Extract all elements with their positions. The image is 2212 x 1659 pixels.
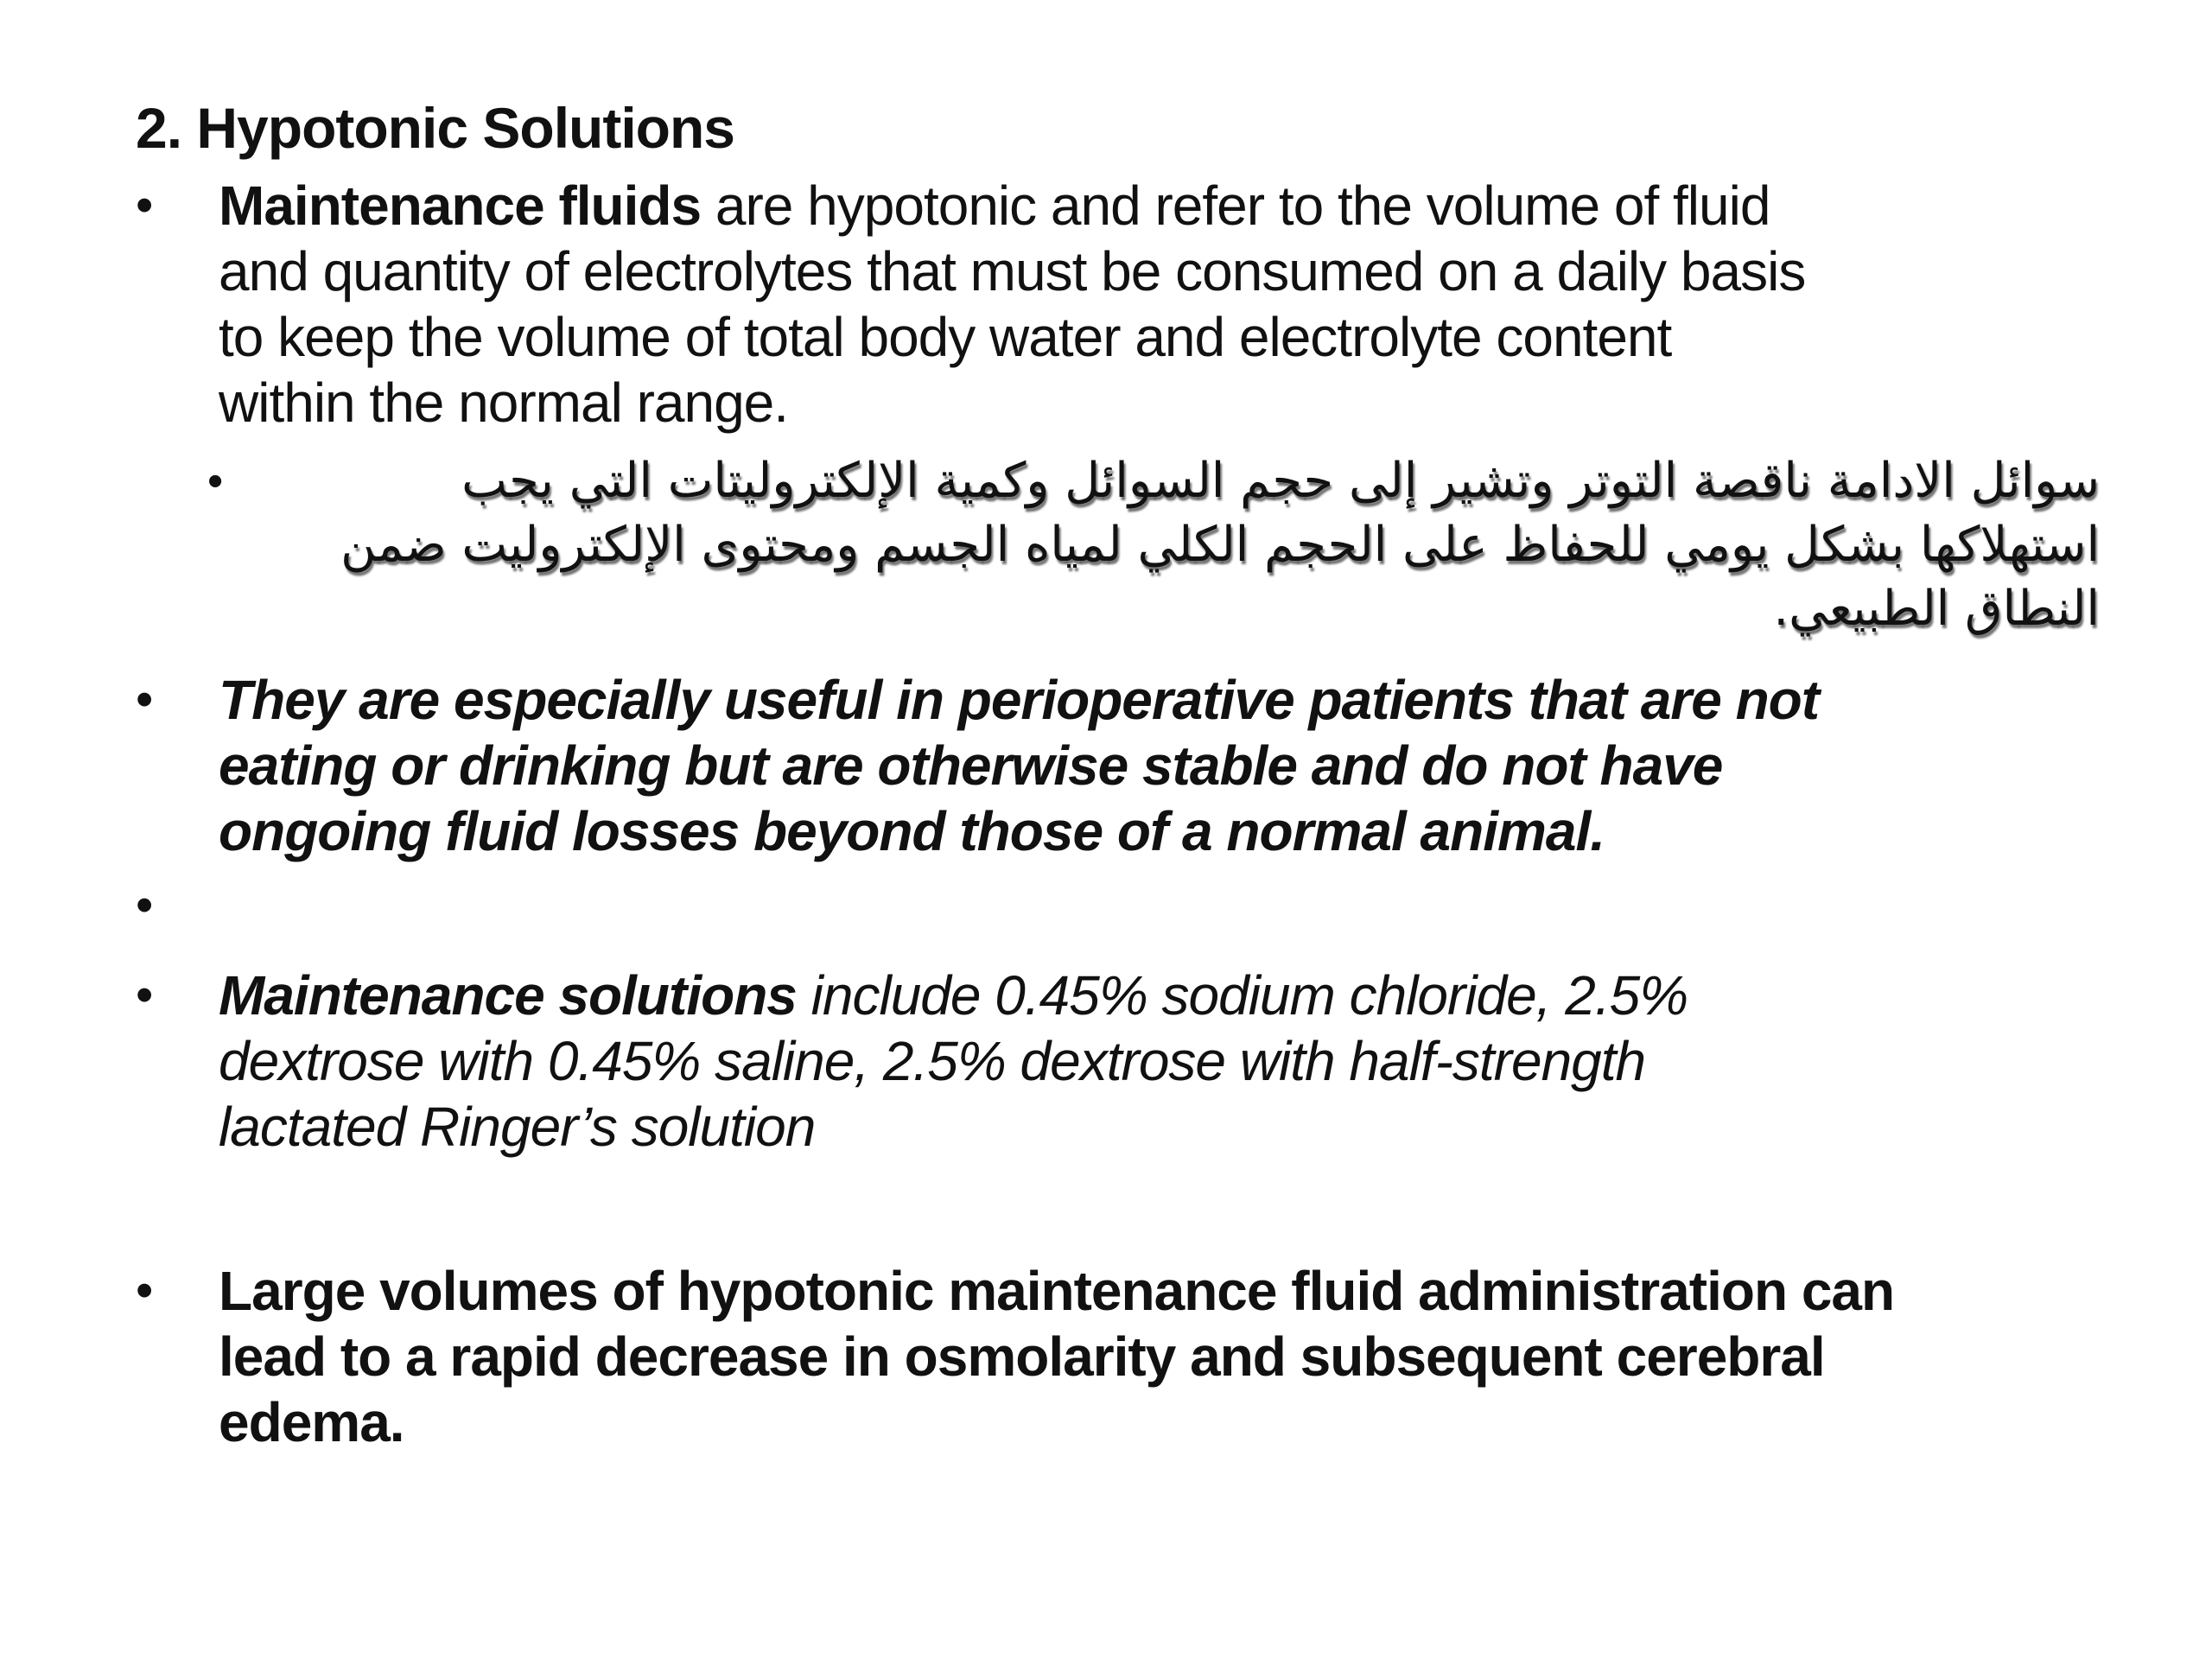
bullet-dot: • (207, 456, 224, 506)
bullet-line: edema. (219, 1391, 404, 1453)
line-rest: are hypotonic and refer to the volume of fluid (701, 175, 1770, 237)
bullet-line: dextrose with 0.45% saline, 2.5% dextrose with half-strength (219, 1030, 1646, 1092)
bullet-dot: • (136, 1262, 154, 1319)
bullet-text (219, 963, 2206, 1160)
bold-lead: Maintenance fluids (219, 175, 702, 237)
bullet-line: within the normal range. (219, 372, 789, 434)
bullet-dot: • (136, 671, 154, 728)
arabic-line: سوائل الادامة ناقصة التوتر وتشير إلى حجم السوائل وكمية الإلكتروليتات التي يجب (461, 453, 2100, 509)
bullet-text (219, 1258, 2206, 1455)
bold-lead: Maintenance solutions (219, 964, 797, 1027)
bullet-text (219, 667, 2206, 864)
bullet-line: They are especially useful in perioperative patients that are not (219, 669, 1820, 731)
arabic-line: النطاق الطبيعي. (1773, 581, 2100, 637)
bullet-dot: • (136, 967, 154, 1023)
bullet-line (219, 963, 2206, 1028)
line-rest: include 0.45% sodium chloride, 2.5% (796, 964, 1688, 1027)
arabic-text (233, 449, 2100, 641)
bullet-dot: • (136, 177, 154, 233)
bullet-line (219, 173, 2206, 238)
bullet-line: ongoing fluid losses beyond those of a normal animal. (219, 800, 1605, 862)
bullet-line: Large volumes of hypotonic maintenance fluid administration can (219, 1260, 1895, 1322)
bullet-line: lactated Ringer’s solution (219, 1096, 816, 1158)
arabic-line: استهلاكها بشكل يومي للحفاظ على الحجم الكلي لمياه الجسم ومحتوى الإلكتروليت ضمن (340, 517, 2100, 573)
bullet-line: eating or drinking but are otherwise stable and do not have (219, 734, 1723, 797)
bullet-text (219, 173, 2206, 435)
slide-title: 2. Hypotonic Solutions (136, 96, 735, 160)
bullet-line: lead to a rapid decrease in osmolarity and subsequent cerebral (219, 1325, 1825, 1388)
bullet-line: to keep the volume of total body water and electrolyte content (219, 306, 1672, 368)
bullet-line: and quantity of electrolytes that must be consumed on a daily basis (219, 240, 1806, 302)
bullet-dot: • (136, 877, 154, 933)
